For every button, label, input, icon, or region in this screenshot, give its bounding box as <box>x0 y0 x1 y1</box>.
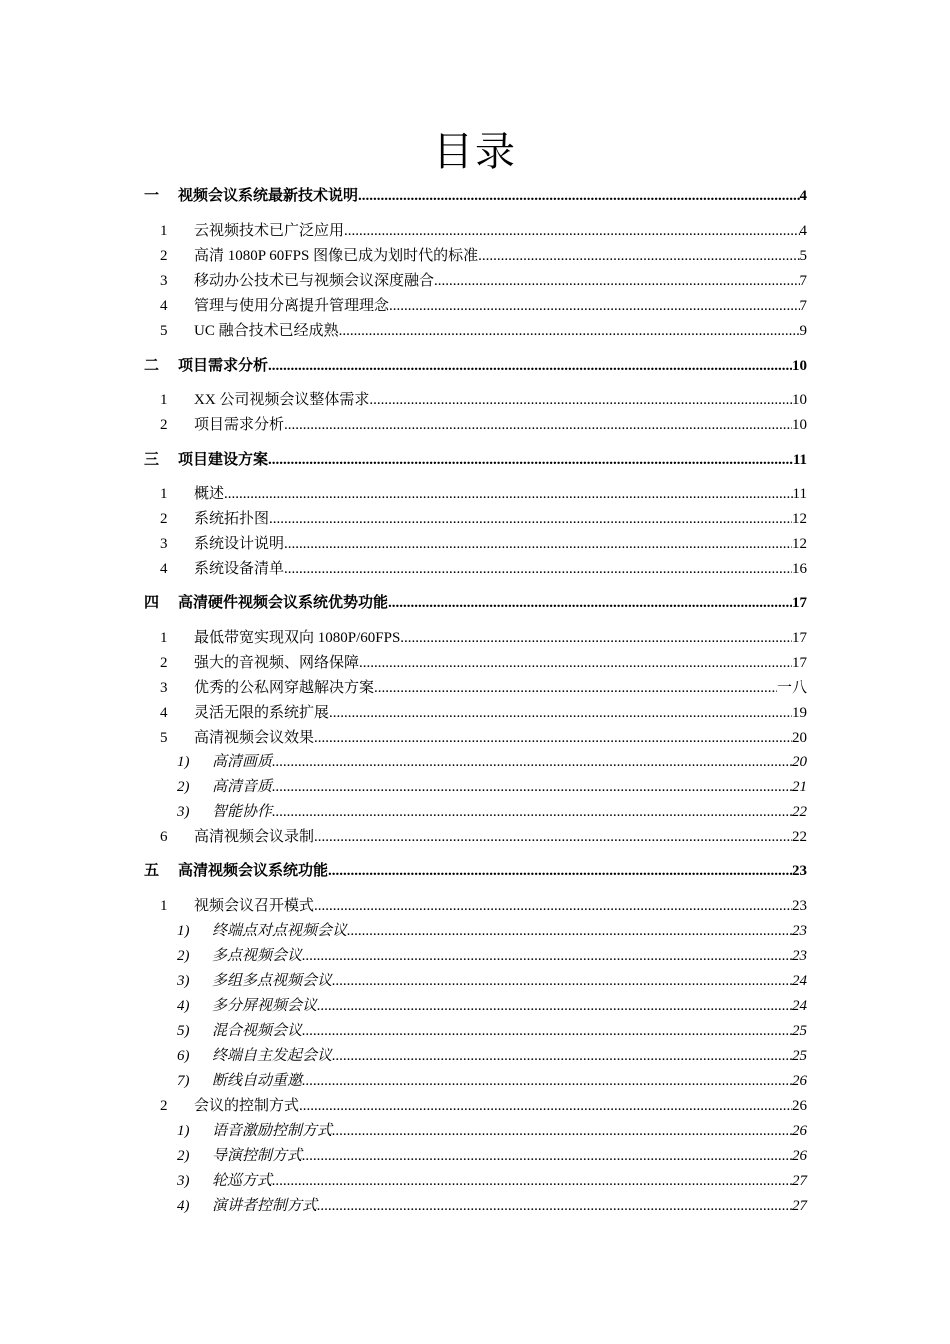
toc-entry-number: 1) <box>177 754 190 770</box>
toc-entry-label: 项目需求分析 <box>178 358 269 374</box>
toc-entry-label: 演讲者控制方式 <box>212 1198 318 1214</box>
toc-entry-page: 24 <box>792 973 807 989</box>
toc-entry-label: 终端点对点视频会议 <box>212 923 348 939</box>
toc-entry-label: 最低带宽实现双向 1080P/60FPS <box>194 630 401 646</box>
toc-entry[interactable] <box>160 484 807 504</box>
toc-entry[interactable] <box>160 296 807 316</box>
toc-entry-number: 3 <box>160 680 168 696</box>
toc-entry-number: 4 <box>160 561 168 577</box>
toc-entry[interactable] <box>177 1046 807 1066</box>
toc-entry[interactable] <box>160 1096 807 1116</box>
dot-leader <box>317 996 792 1016</box>
toc-entry[interactable] <box>177 1121 807 1141</box>
dot-leader <box>302 1146 792 1166</box>
dot-leader <box>328 861 792 881</box>
toc-entry-page: 23 <box>792 898 807 914</box>
toc-entry-number: 二 <box>144 358 160 374</box>
toc-entry[interactable] <box>177 946 807 966</box>
toc-entry-page: 11 <box>792 486 807 502</box>
toc-entry-page: 4 <box>799 188 807 204</box>
dot-leader <box>268 450 793 470</box>
dot-leader <box>478 246 799 266</box>
toc-entry-number: 五 <box>144 863 160 879</box>
toc-entry-label: 高清视频会议录制 <box>194 829 315 845</box>
toc-entry-page: 22 <box>792 804 807 820</box>
toc-entry-number: 4 <box>160 298 168 314</box>
toc-entry-number: 1 <box>160 223 168 239</box>
dot-leader <box>388 593 792 613</box>
dot-leader <box>389 296 799 316</box>
dot-leader <box>434 271 799 291</box>
toc-entry[interactable] <box>160 221 807 241</box>
toc-entry[interactable] <box>160 728 807 748</box>
toc-entry[interactable] <box>177 752 807 772</box>
toc-entry-number: 2 <box>160 511 168 527</box>
toc-entry-page: 7 <box>799 273 807 289</box>
toc-entry-page: 19 <box>792 705 807 721</box>
toc-entry-page: 24 <box>792 998 807 1014</box>
dot-leader <box>358 186 799 206</box>
toc-entry-label: 高清硬件视频会议系统优势功能 <box>178 595 389 611</box>
toc-entry[interactable] <box>144 861 807 881</box>
toc-entry-page: 12 <box>792 511 807 527</box>
toc-entry-number: 4) <box>177 1198 190 1214</box>
toc-entry-label: 轮巡方式 <box>212 1173 273 1189</box>
toc-entry-label: 系统设备清单 <box>194 561 285 577</box>
toc-entry-label: 强大的音视频、网络保障 <box>194 655 360 671</box>
toc-entry-page: 23 <box>792 948 807 964</box>
dot-leader <box>284 534 792 554</box>
toc-entry-number: 4) <box>177 998 190 1014</box>
toc-entry-label: 智能协作 <box>212 804 273 820</box>
toc-entry-label: 多分屏视频会议 <box>212 998 318 1014</box>
toc-entry-label: 视频会议召开模式 <box>194 898 315 914</box>
toc-entry[interactable] <box>160 390 807 410</box>
toc-entry-label: 项目需求分析 <box>194 417 285 433</box>
dot-leader <box>272 1171 792 1191</box>
toc-entry[interactable] <box>177 1021 807 1041</box>
dot-leader <box>347 921 792 941</box>
toc-entry-label: 多组多点视频会议 <box>212 973 333 989</box>
toc-entry-number: 1 <box>160 486 168 502</box>
toc-entry[interactable] <box>144 593 807 613</box>
toc-entry-label: 移动办公技术已与视频会议深度融合 <box>194 273 435 289</box>
dot-leader <box>314 896 792 916</box>
dot-leader <box>332 1046 792 1066</box>
toc-entry-label: 系统设计说明 <box>194 536 285 552</box>
dot-leader <box>400 628 792 648</box>
toc-entry-number: 1 <box>160 392 168 408</box>
dot-leader <box>284 559 792 579</box>
toc-entry-number: 1 <box>160 898 168 914</box>
toc-entry-label: 系统拓扑图 <box>194 511 270 527</box>
toc-entry-number: 2 <box>160 417 168 433</box>
toc-entry[interactable] <box>177 996 807 1016</box>
dot-leader <box>284 415 792 435</box>
toc-entry[interactable] <box>160 509 807 529</box>
dot-leader <box>302 946 792 966</box>
toc-entry-number: 3 <box>160 536 168 552</box>
toc-entry-label: 云视频技术已广泛应用 <box>194 223 345 239</box>
toc-entry-number: 2 <box>160 1098 168 1114</box>
toc-entry-page: 21 <box>792 779 807 795</box>
dot-leader <box>268 356 792 376</box>
toc-entry-number: 6) <box>177 1048 190 1064</box>
toc-entry-label: XX 公司视频会议整体需求 <box>194 392 370 408</box>
toc-entry-page: 17 <box>792 655 807 671</box>
toc-entry-page: 一八 <box>776 680 807 696</box>
toc-entry[interactable] <box>160 827 807 847</box>
toc-entry-number: 2 <box>160 655 168 671</box>
toc-entry-number: 三 <box>144 452 160 468</box>
toc-entry-page: 17 <box>792 595 807 611</box>
toc-entry-label: 高清视频会议效果 <box>194 730 315 746</box>
dot-leader <box>369 390 792 410</box>
toc-entry-label: 高清 1080P 60FPS 图像已成为划时代的标准 <box>194 248 479 264</box>
toc-entry-label: 概述 <box>194 486 225 502</box>
toc-entry-number: 2) <box>177 779 190 795</box>
toc-entry-label: 灵活无限的系统扩展 <box>194 705 330 721</box>
dot-leader <box>339 321 800 341</box>
dot-leader <box>344 221 799 241</box>
toc-entry[interactable] <box>177 921 807 941</box>
toc-entry-label: 终端自主发起会议 <box>212 1048 333 1064</box>
toc-entry-page: 4 <box>799 223 807 239</box>
toc-entry[interactable] <box>160 415 807 435</box>
toc-entry-number: 四 <box>144 595 160 611</box>
toc-entry[interactable] <box>177 1071 807 1091</box>
toc-entry[interactable] <box>177 802 807 822</box>
toc-entry-page: 20 <box>792 754 807 770</box>
dot-leader <box>299 1096 792 1116</box>
dot-leader <box>314 827 792 847</box>
dot-leader <box>224 484 793 504</box>
toc-entry-number: 2 <box>160 248 168 264</box>
dot-leader <box>359 653 792 673</box>
toc-entry-label: 高清音质 <box>212 779 273 795</box>
toc-entry[interactable] <box>177 777 807 797</box>
toc-entry[interactable] <box>177 1196 807 1216</box>
toc-entry-page: 10 <box>792 392 807 408</box>
toc-entry-page: 23 <box>792 923 807 939</box>
dot-leader <box>272 752 792 772</box>
toc-entry-page: 25 <box>792 1023 807 1039</box>
dot-leader <box>302 1071 792 1091</box>
toc-entry-number: 4 <box>160 705 168 721</box>
toc-entry[interactable] <box>160 559 807 579</box>
toc-entry-page: 27 <box>792 1173 807 1189</box>
dot-leader <box>317 1196 792 1216</box>
toc-entry-page: 16 <box>792 561 807 577</box>
toc-entry-number: 1 <box>160 630 168 646</box>
toc-entry-page: 7 <box>799 298 807 314</box>
toc-entry-label: 会议的控制方式 <box>194 1098 300 1114</box>
toc-entry-number: 2) <box>177 948 190 964</box>
toc-entry[interactable] <box>160 271 807 291</box>
toc-entry[interactable] <box>144 186 807 206</box>
dot-leader <box>272 802 792 822</box>
toc-entry[interactable] <box>160 628 807 648</box>
toc-entry[interactable] <box>177 1146 807 1166</box>
dot-leader <box>272 777 792 797</box>
toc-entry-page: 22 <box>792 829 807 845</box>
toc-entry-number: 3) <box>177 804 190 820</box>
toc-entry-page: 10 <box>792 358 807 374</box>
toc-entry-page: 10 <box>792 417 807 433</box>
toc-entry-label: 视频会议系统最新技术说明 <box>178 188 359 204</box>
toc-entry-page: 20 <box>792 730 807 746</box>
toc-entry[interactable] <box>177 971 807 991</box>
toc-entry-number: 1) <box>177 1123 190 1139</box>
toc-entry[interactable] <box>177 1171 807 1191</box>
toc-entry-page: 17 <box>792 630 807 646</box>
toc-entry[interactable] <box>160 896 807 916</box>
toc-entry-number: 5 <box>160 730 168 746</box>
toc-entry[interactable] <box>160 653 807 673</box>
dot-leader <box>302 1021 792 1041</box>
toc-entry[interactable] <box>160 321 807 341</box>
dot-leader <box>332 1121 792 1141</box>
toc-entry-page: 26 <box>792 1098 807 1114</box>
toc-entry-number: 5) <box>177 1023 190 1039</box>
toc-entry-page: 27 <box>792 1198 807 1214</box>
toc-entry-page: 12 <box>792 536 807 552</box>
toc-entry-number: 3) <box>177 973 190 989</box>
toc-entry-label: 高清视频会议系统功能 <box>178 863 329 879</box>
toc-entry-page: 26 <box>792 1123 807 1139</box>
toc-entry-number: 3 <box>160 273 168 289</box>
toc-entry[interactable] <box>160 703 807 723</box>
toc-entry[interactable] <box>160 678 807 698</box>
toc-entry-label: 断线自动重邀 <box>212 1073 303 1089</box>
toc-entry-label: 优秀的公私网穿越解决方案 <box>194 680 375 696</box>
toc-entry-number: 1) <box>177 923 190 939</box>
toc-entry-number: 3) <box>177 1173 190 1189</box>
toc-entry-page: 26 <box>792 1073 807 1089</box>
toc-entry-label: 高清画质 <box>212 754 273 770</box>
toc-entry[interactable] <box>144 356 807 376</box>
toc-entry-label: 多点视频会议 <box>212 948 303 964</box>
toc-entry-label: 语音激励控制方式 <box>212 1123 333 1139</box>
toc-entry-label: 管理与使用分离提升管理理念 <box>194 298 390 314</box>
toc-entry-number: 一 <box>144 188 160 204</box>
toc-entry-page: 5 <box>799 248 807 264</box>
dot-leader <box>329 703 792 723</box>
toc-entry-label: 导演控制方式 <box>212 1148 303 1164</box>
toc-entry-number: 6 <box>160 829 168 845</box>
dot-leader <box>314 728 792 748</box>
toc-entry-number: 2) <box>177 1148 190 1164</box>
toc-entry-label: 混合视频会议 <box>212 1023 303 1039</box>
toc-entry-number: 5 <box>160 323 168 339</box>
toc-entry-number: 7) <box>177 1073 190 1089</box>
toc-entry-label: UC 融合技术已经成熟 <box>194 323 339 339</box>
toc-entry-page: 25 <box>792 1048 807 1064</box>
toc-entry[interactable] <box>160 246 807 266</box>
toc-entry-page: 26 <box>792 1148 807 1164</box>
dot-leader <box>269 509 792 529</box>
toc-entry[interactable] <box>144 450 807 470</box>
toc-entry-page: 11 <box>792 452 807 468</box>
dot-leader <box>374 678 777 698</box>
toc-title: 目录 <box>433 129 517 174</box>
toc-entry[interactable] <box>160 534 807 554</box>
dot-leader <box>332 971 792 991</box>
toc-entry-page: 23 <box>792 863 807 879</box>
toc-entry-page: 9 <box>799 323 807 339</box>
toc-entry-label: 项目建设方案 <box>178 452 269 468</box>
